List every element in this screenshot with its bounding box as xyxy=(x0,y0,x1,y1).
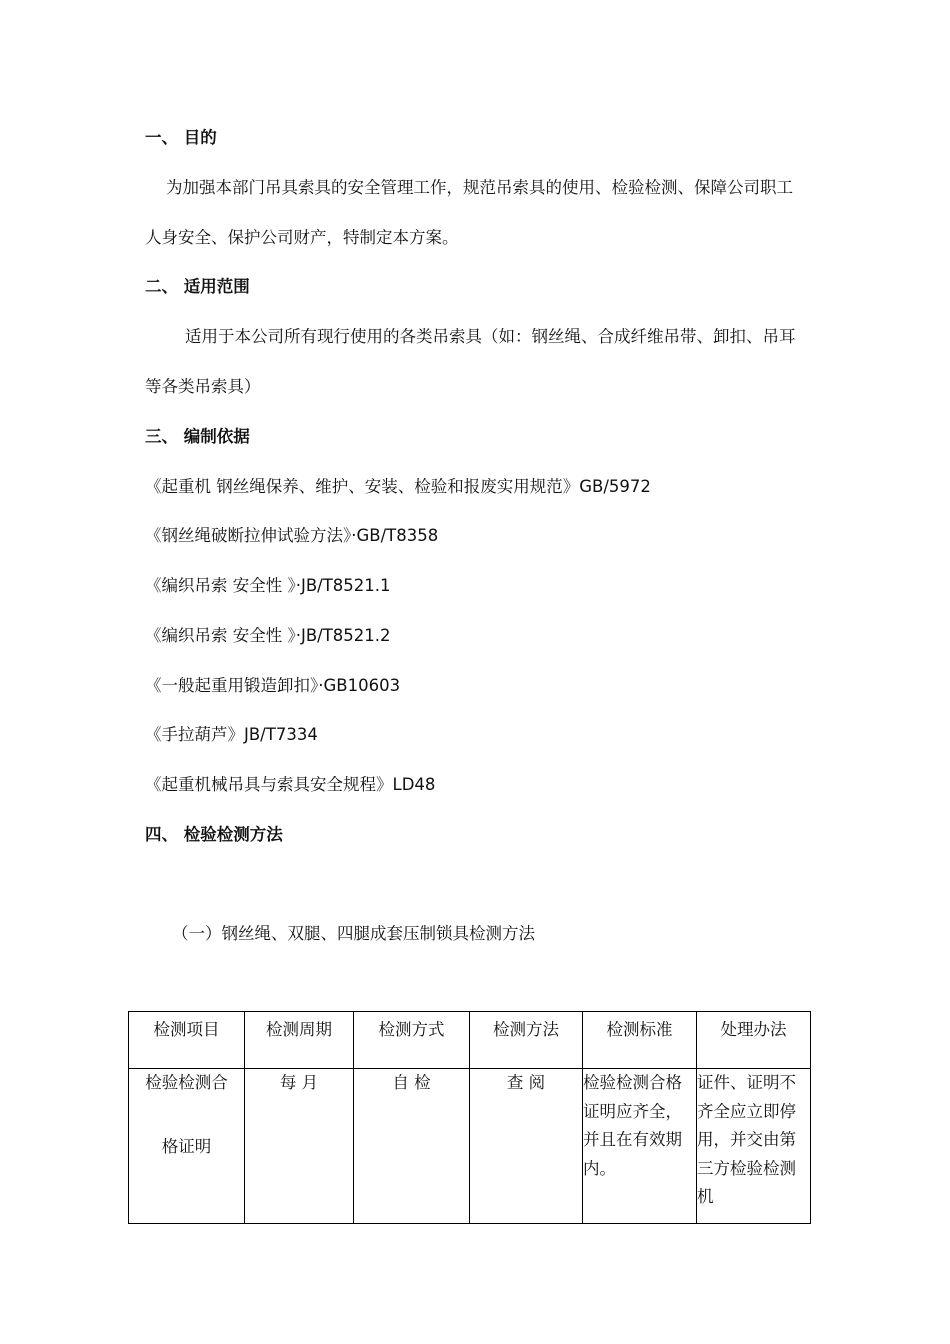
column-header: 检测方式 xyxy=(354,1012,470,1069)
column-header: 检测方法 xyxy=(470,1012,583,1069)
standard-item: 《手拉葫芦》JB/T7334 xyxy=(145,725,318,744)
column-header: 检测标准 xyxy=(583,1012,697,1069)
cell-handling: 证件、证明不齐全应立即停用，并交由第三方检验检测机 xyxy=(697,1069,811,1224)
scope-text-line2: 等各类吊索具） xyxy=(145,377,261,396)
subsection-heading-wire-rope: （一）钢丝绳、双腿、四腿成套压制锁具检测方法 xyxy=(172,924,535,943)
standard-item: 《编织吊索 安全性 》·JB/T8521.1 xyxy=(145,576,391,595)
purpose-text-line1: 为加强本部门吊具索具的安全管理工作，规范吊索具的使用、检验检测、保障公司职工 xyxy=(166,178,793,197)
cell-item-line1: 检验检测合 xyxy=(145,1073,228,1092)
section-heading-purpose: 一、 目的 xyxy=(145,128,217,147)
inspection-table xyxy=(128,1011,811,1224)
standard-item: 《一般起重用锻造卸扣》·GB10603 xyxy=(145,676,401,695)
section-heading-methods: 四、 检验检测方法 xyxy=(145,825,283,844)
standard-item: 《起重机 钢丝绳保养、维护、安装、检验和报废实用规范》GB/5972 xyxy=(145,477,651,496)
standard-item: 《起重机械吊具与索具安全规程》LD48 xyxy=(145,775,436,794)
column-header: 处理办法 xyxy=(697,1012,811,1069)
table-header-row xyxy=(129,1012,811,1069)
cell-mode: 自 检 xyxy=(354,1069,470,1224)
column-header: 检测周期 xyxy=(245,1012,354,1069)
column-header: 检测项目 xyxy=(129,1012,245,1069)
scope-text-line1: 适用于本公司所有现行使用的各类吊索具（如：钢丝绳、合成纤维吊带、卸扣、吊耳 xyxy=(185,327,796,346)
cell-item xyxy=(129,1069,245,1224)
standard-item: 《钢丝绳破断拉伸试验方法》·GB/T8358 xyxy=(145,526,439,545)
section-heading-scope: 二、 适用范围 xyxy=(145,277,250,296)
table-row xyxy=(129,1069,811,1224)
cell-standard: 检验检测合格证明应齐全，并且在有效期内。 xyxy=(583,1069,697,1224)
purpose-text-line2: 人身安全、保护公司财产，特制定本方案。 xyxy=(145,228,459,247)
cell-item-line2: 格证明 xyxy=(161,1137,212,1156)
standard-item: 《编织吊索 安全性 》·JB/T8521.2 xyxy=(145,626,391,645)
cell-period: 每 月 xyxy=(245,1069,354,1224)
section-heading-basis: 三、 编制依据 xyxy=(145,427,250,446)
cell-method: 查 阅 xyxy=(470,1069,583,1224)
